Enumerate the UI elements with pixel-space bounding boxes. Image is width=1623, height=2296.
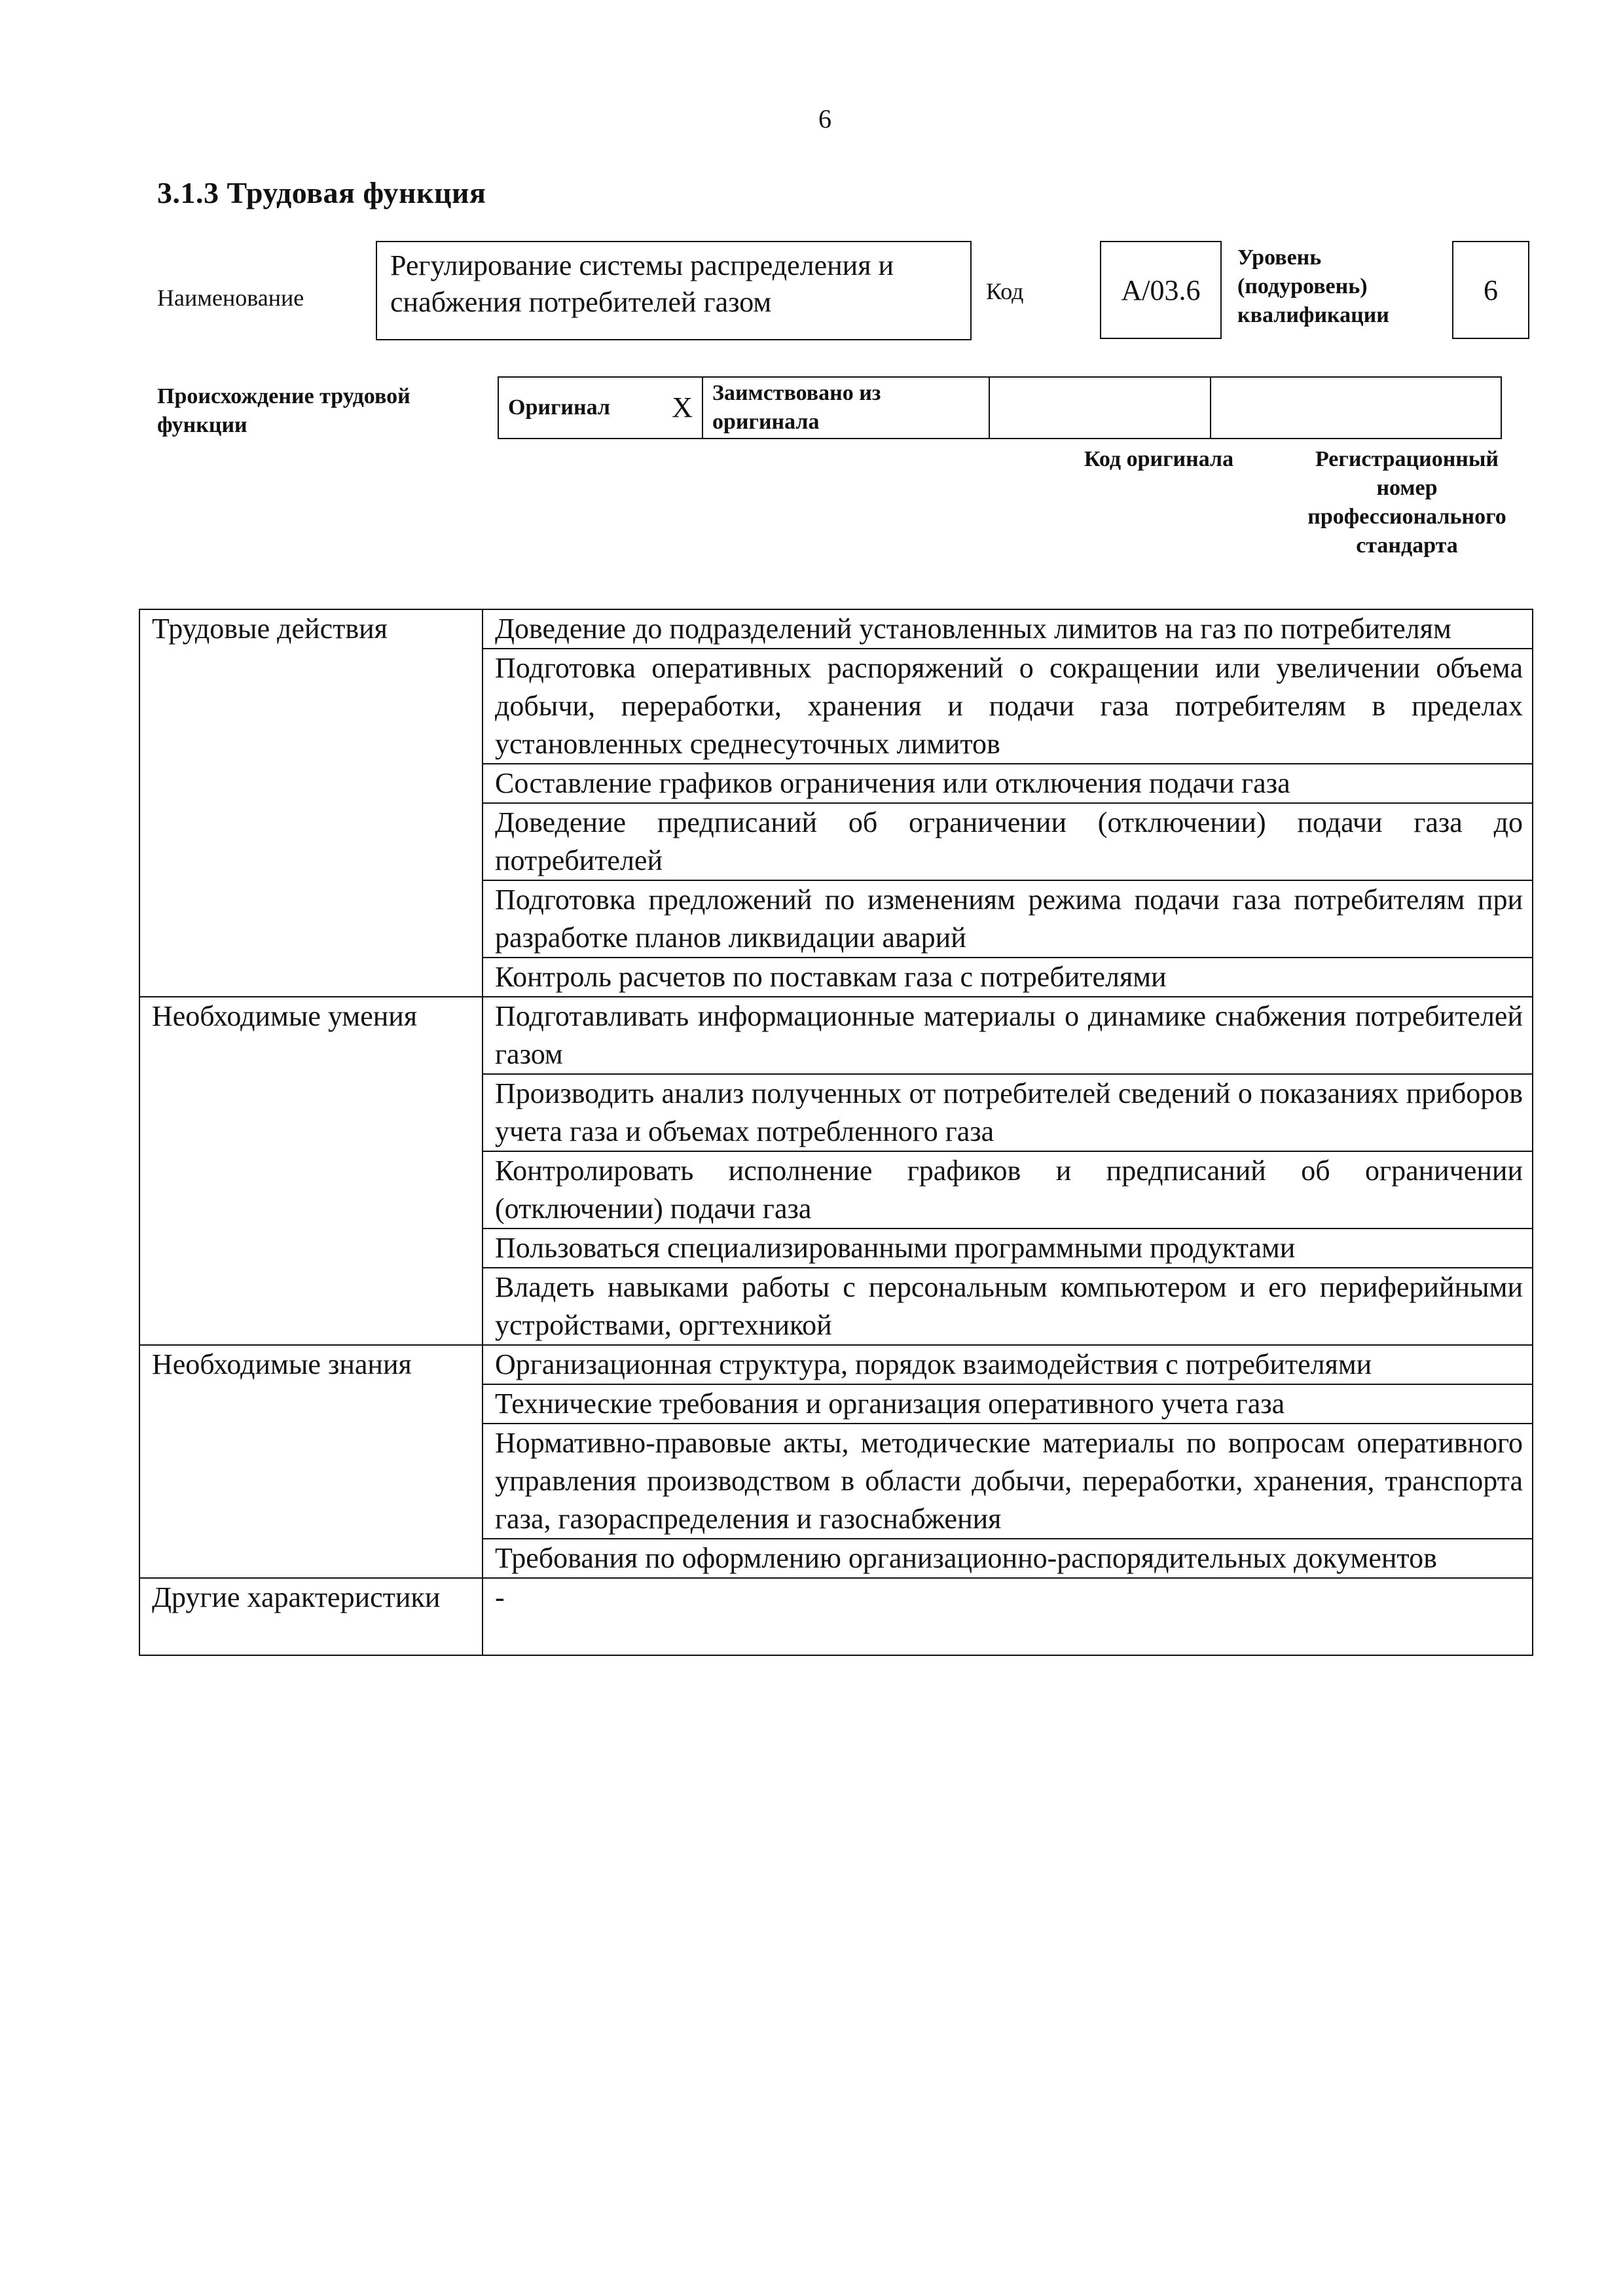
origin-table (498, 376, 1502, 439)
function-name-box (376, 241, 972, 340)
origin-label (157, 382, 410, 440)
level-box (1452, 241, 1529, 339)
registration-number-cell (1211, 377, 1501, 439)
section-title-required-skills: Необходимые умения (139, 997, 483, 1345)
table-cell: Подготовка предложений по изменениям режима подачи газа потребителям при разработке планов ликвидации аварий (483, 880, 1533, 958)
table-row (139, 1578, 1533, 1655)
borrowed-label-line-1: Заимствовано из (712, 381, 881, 405)
table-cell: Технические требования и организация оперативного учета газа (483, 1384, 1533, 1424)
name-label: Наименование (157, 285, 304, 311)
original-label: Оригинал (508, 395, 610, 420)
table-row (139, 997, 1533, 1074)
table-cell: Доведение предписаний об ограничении (отключении) подачи газа до потребителей (483, 803, 1533, 880)
registration-caption-line-3: профессионального (1307, 505, 1506, 529)
table-row (139, 609, 1533, 649)
table-row (139, 1345, 1533, 1384)
level-label-line-2: (подуровень) (1237, 274, 1368, 298)
table-cell: - (483, 1578, 1533, 1655)
table-cell: Доведение до подразделений установленных лимитов на газ по потребителям (483, 609, 1533, 649)
table-cell: Производить анализ полученных от потребителей сведений о показаниях приборов учета газа и объемах потребленного газа (483, 1074, 1533, 1151)
registration-caption-line-1: Регистрационный (1315, 447, 1499, 471)
origin-original-cell (498, 377, 702, 439)
level-label-line-3: квалификации (1237, 303, 1389, 327)
borrowed-label-line-2: оригинала (712, 410, 820, 434)
table-cell: Требования по оформлению организационно-распорядительных документов (483, 1539, 1533, 1578)
table-cell: Пользоваться специализированными программными продуктами (483, 1229, 1533, 1268)
table-cell: Подготавливать информационные материалы о динамике снабжения потребителей газом (483, 997, 1533, 1074)
level-label-line-1: Уровень (1237, 245, 1322, 270)
level-label (1237, 243, 1389, 330)
origin-label-line-1: Происхождение трудовой (157, 384, 410, 408)
code-box (1100, 241, 1222, 339)
table-cell: Контроль расчетов по поставкам газа с потребителями (483, 958, 1533, 997)
table-cell: Нормативно-правовые акты, методические материалы по вопросам оперативного управления производством в области добычи, переработки, хранения, транспорта газа, газораспределения и газоснабжения (483, 1424, 1533, 1539)
original-mark: X (672, 391, 693, 423)
section-title-labor-actions: Трудовые действия (139, 609, 483, 997)
table-cell: Организационная структура, порядок взаимодействия с потребителями (483, 1345, 1533, 1384)
section-title-required-knowledge: Необходимые знания (139, 1345, 483, 1578)
original-code-cell (989, 377, 1211, 439)
table-cell: Составление графиков ограничения или отключения подачи газа (483, 764, 1533, 803)
code-label: Код (986, 278, 1024, 304)
function-details-table (139, 609, 1533, 1656)
origin-borrowed-cell (702, 377, 989, 439)
section-title: 3.1.3 Трудовая функция (157, 176, 486, 209)
level-value: 6 (1484, 274, 1498, 306)
registration-caption-line-4: стандарта (1356, 533, 1458, 558)
function-name-value: Регулирование системы распределения и снабжения потребителей газом (390, 249, 894, 318)
table-cell: Контролировать исполнение графиков и предписаний об ограничении (отключении) подачи газа (483, 1151, 1533, 1229)
table-cell: Подготовка оперативных распоряжений о сокращении или увеличении объема добычи, переработки, хранения и подачи газа потребителям в пределах установленных среднесуточных лимитов (483, 649, 1533, 764)
code-value: A/03.6 (1121, 274, 1201, 306)
section-title-other-characteristics: Другие характеристики (139, 1578, 483, 1655)
registration-caption-line-2: номер (1376, 476, 1438, 500)
table-cell: Владеть навыками работы с персональным компьютером и его периферийными устройствами, оргтехникой (483, 1268, 1533, 1345)
original-code-caption: Код оригинала (1084, 447, 1234, 471)
origin-label-line-2: функции (157, 413, 247, 437)
registration-caption (1262, 445, 1552, 560)
page-number: 6 (818, 104, 831, 134)
